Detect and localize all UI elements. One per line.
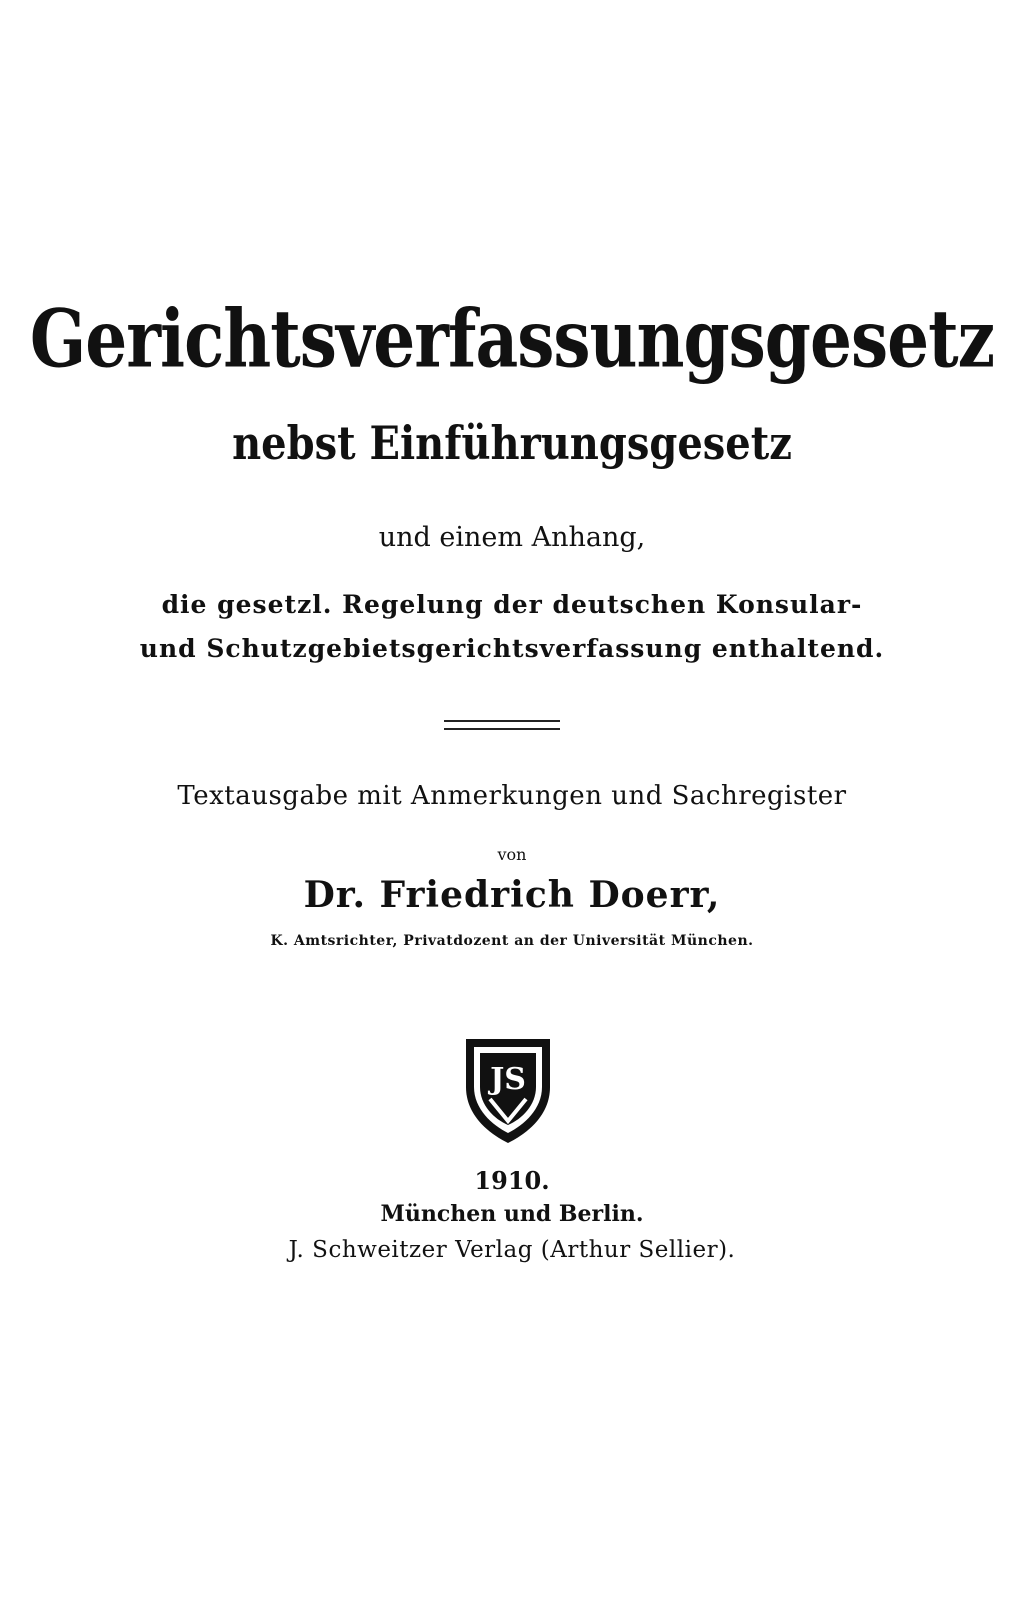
book-title: Gerichtsverfassungsgesetz: [29, 292, 995, 386]
edition-note: Textausgabe mit Anmerkungen und Sachregister: [177, 781, 847, 811]
emblem-monogram: JS: [490, 1062, 526, 1097]
description-line-2: und Schutzgebietsgerichtsverfassung enthaltend.: [139, 634, 885, 663]
book-subtitle: nebst Einführungsgesetz: [232, 416, 792, 471]
double-rule-top: [444, 720, 560, 722]
addendum-note: und einem Anhang,: [378, 522, 646, 553]
by-word: von: [497, 845, 527, 864]
author-title: K. Amtsrichter, Privatdozent an der Universität München.: [270, 933, 754, 949]
publisher-shield-emblem-icon: [462, 1035, 554, 1147]
publisher-name: J. Schweitzer Verlag (Arthur Sellier).: [288, 1237, 736, 1263]
description-line-1: die gesetzl. Regelung der deutschen Konsular-: [161, 590, 863, 619]
publication-year: 1910.: [474, 1166, 550, 1195]
author-name: Dr. Friedrich Doerr,: [303, 874, 721, 916]
publication-place: München und Berlin.: [380, 1201, 644, 1227]
double-rule-bottom: [444, 728, 560, 730]
